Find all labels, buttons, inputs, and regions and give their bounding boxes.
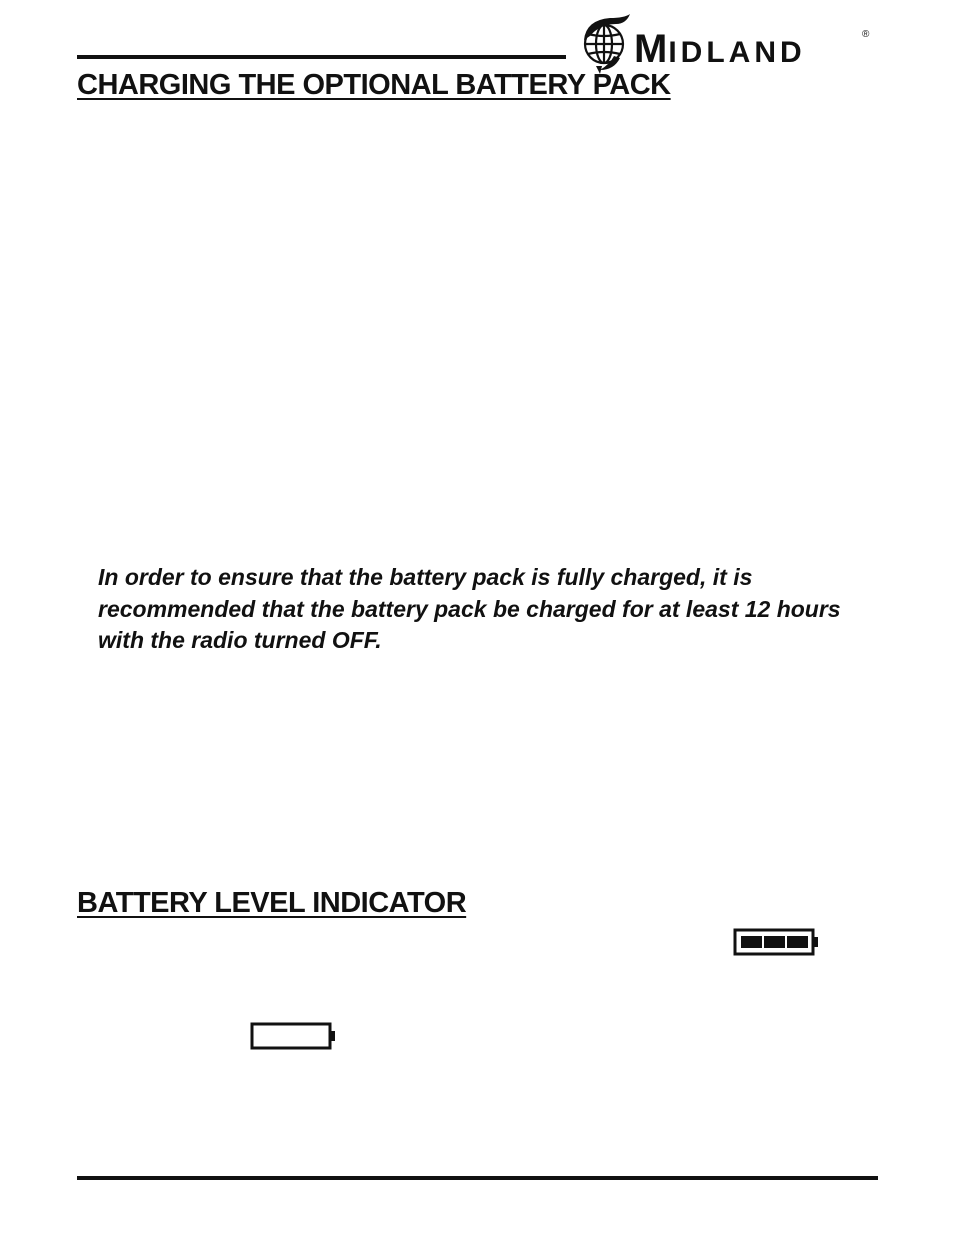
brand-name-rest: IDLAND xyxy=(668,36,806,69)
header-rule xyxy=(77,55,566,59)
brand-initial: M xyxy=(634,27,669,71)
registered-mark: ® xyxy=(862,29,870,40)
globe-icon xyxy=(580,12,636,74)
section-title-battery-level: BATTERY LEVEL INDICATOR xyxy=(77,887,467,919)
battery-full-icon xyxy=(733,927,823,964)
brand-wordmark xyxy=(634,29,806,69)
battery-empty-icon xyxy=(250,1021,340,1058)
section-title-charging: CHARGING THE OPTIONAL BATTERY PACK xyxy=(77,69,671,101)
brand-logo xyxy=(580,12,874,74)
footer-rule xyxy=(77,1176,878,1180)
charging-note: In order to ensure that the battery pack is fully charged, it is recommended that the battery pack be charged for at least 12 hours with the radio turned OFF. xyxy=(98,564,841,653)
